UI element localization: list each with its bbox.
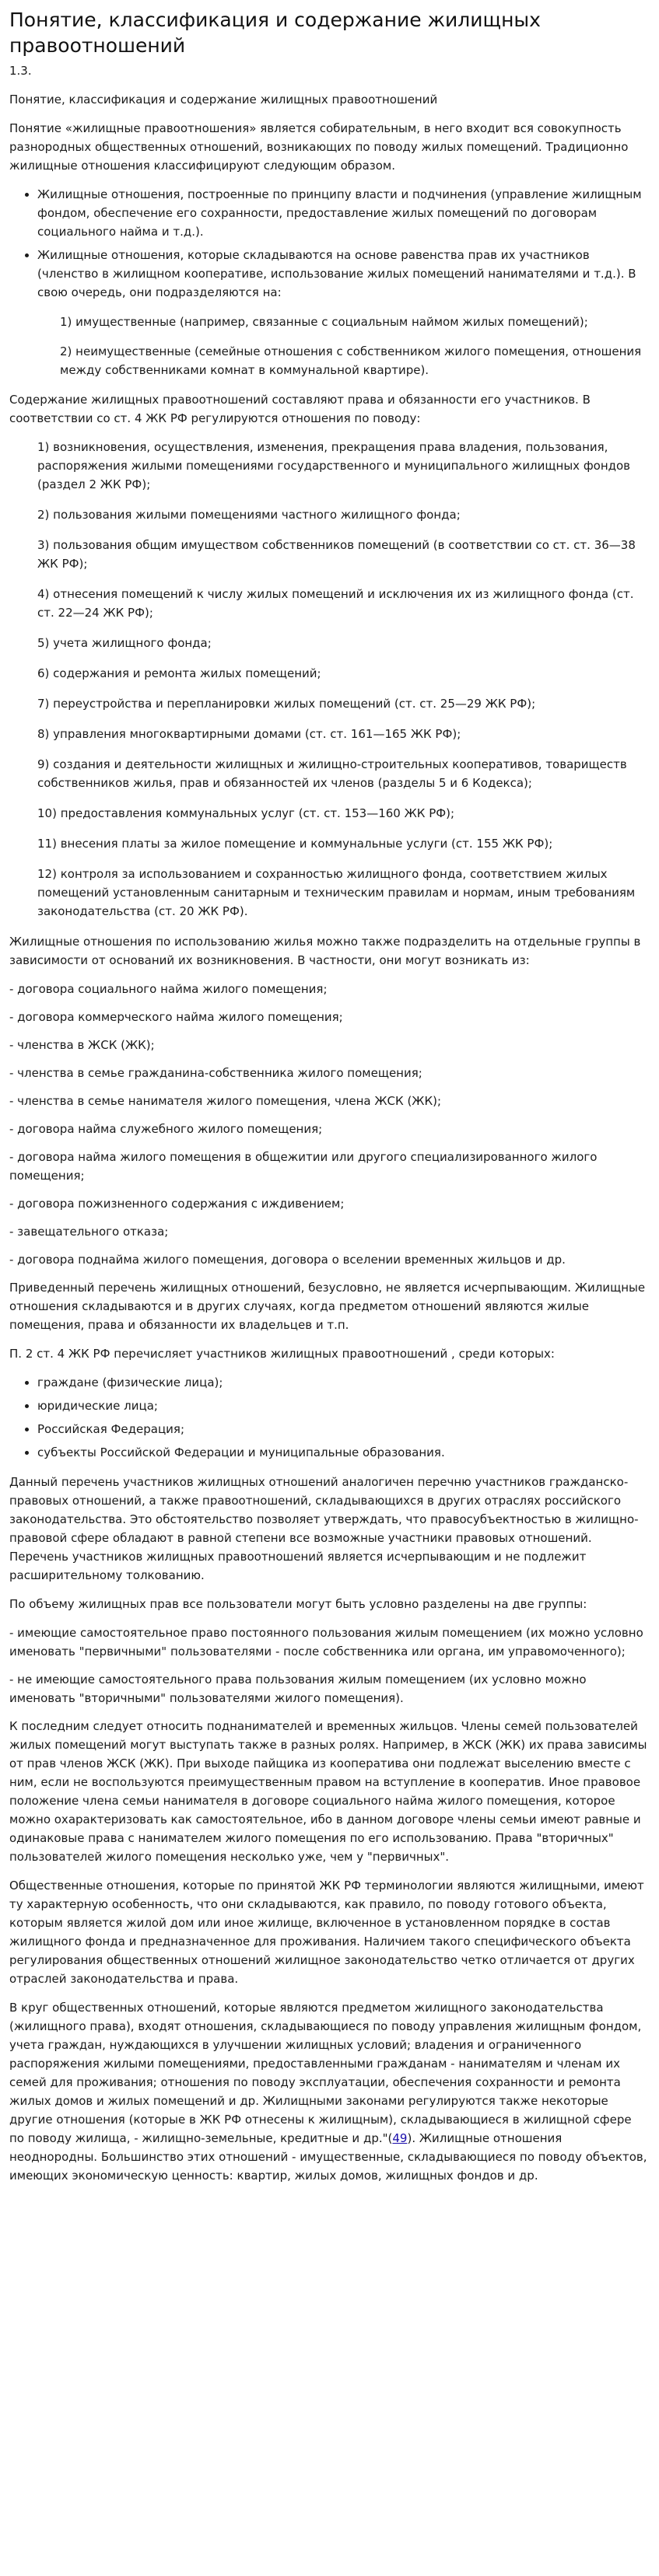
classification-item: • Жилищные отношения, построенные по принципу власти и подчинения (управление жилищным фондом, обеспечение его сохранности, предоставление жилых помещений по договорам социального найма и т.д.). xyxy=(37,185,650,241)
classification-item: • Жилищные отношения, которые складываются на основе равенства прав их участников (членство в жилищном кооперативе, использование жилых помещений нанимателями и т.д.). В свою очередь, они подразделяются на: xyxy=(37,246,650,302)
final-paragraph-end: ). Жилищные отношения неоднородны. Большинство этих отношений - имущественные, складывающиеся по поводу объектов, имеющих экономическую ценность: квартир, жилых домов, жилищных фондов и др. xyxy=(9,2131,647,2183)
content-item: 12) контроля за использованием и сохранностью жилищного фонда, соответствием жилых помещений установленным санитарным и техническим правилам и нормам, иным требованиям законодательства (ст. 20 ЖК РФ). xyxy=(37,867,636,918)
grounds-outro-paragraph: Приведенный перечень жилищных отношений, безусловно, не является исчерпывающим. Жилищные отношения складываются и в других случаях, когда предметом отношений являются жилые помещения, права и обязанности их владельцев и т.п. xyxy=(9,1281,646,1332)
sub-type-item: 2) неимущественные (семейные отношения с собственником жилого помещения, отношения между собственниками комнат в коммунальной квартире). xyxy=(60,344,642,377)
user-group-item: - имеющие самостоятельное право постоянного пользования жилым помещением (их можно условно именовать "первичными" пользователями - после собственника или органа, им управомоченного); xyxy=(9,1626,643,1658)
content-item: 4) отнесения помещений к числу жилых помещений и исключения их из жилищного фонда (ст. ст. 22—24 ЖК РФ); xyxy=(37,587,634,620)
ground-item: - договора пожизненного содержания с иждивением; xyxy=(9,1197,345,1211)
participant-item: • граждане (физические лица); xyxy=(37,1373,650,1392)
users-outro-paragraph: К последним следует относить поднанимателей и временных жильцов. Члены семей пользователей жилых помещений могут выступать также в разных ролях. Например, в ЖСК (ЖК) их права зависимы от прав членов ЖСК (ЖК). При выходе пайщика из кооператива они подлежат выселению вместе с ним, если не воспользуются преимущественным правом на вступление в кооператив. Иное правовое положение члена семьи нанимателя в договоре социального найма жилого помещения, которое можно охарактеризовать как самостоятельное, ибо в данном договоре члены семьи имеют равные и одинаковые права с нанимателем жилого помещения по его использованию. Права "вторичных" пользователей жилого помещения несколько уже, чем у "первичных". xyxy=(9,1719,647,1864)
content-item: 3) пользования общим имуществом собственников помещений (в соответствии со ст. ст. 36—38 ЖК РФ); xyxy=(37,538,636,571)
section-number: 1.3. xyxy=(9,64,32,78)
participants-intro-paragraph: П. 2 ст. 4 ЖК РФ перечисляет участников жилищных правоотношений , среди которых: xyxy=(9,1347,555,1361)
final-paragraph-start: В круг общественных отношений, которые являются предметом жилищного законодательства (жилищного права), входят отношения, складывающиеся по поводу управления жилищным фондом, учета граждан, нуждающихся в улучшении жилищных условий; владения и ограниченного распоряжения жилыми помещениями, предоставленными гражданам - нанимателям и членам их семей для проживания; отношения по поводу эксплуатации, обеспечения сохранности и ремонта жилых домов и жилых помещений и др. Жилищными законами регулируются также некоторые другие отношения (которые в ЖК РФ отнесены к жилищным), складывающиеся в жилищной сфере по поводу жилища, - жилищно-земельные, кредитные и др."( xyxy=(9,2001,642,2145)
content-item: 9) создания и деятельности жилищных и жилищно-строительных кооперативов, товариществ собственников жилья, прав и обязанностей их членов (разделы 5 и 6 Кодекса); xyxy=(37,757,627,790)
intro-paragraph: Понятие «жилищные правоотношения» является собирательным, в него входит вся совокупность разнородных общественных отношений, возникающих по поводу жилых помещений. Традиционно жилищные отношения классифицируют следующим образом. xyxy=(9,121,629,173)
ground-item: - договора коммерческого найма жилого помещения; xyxy=(9,1010,343,1024)
participants-outro-paragraph: Данный перечень участников жилищных отношений аналогичен перечню участников гражданско-правовых отношений, а также правоотношений, складывающихся в других отраслях российского законодательства. Это обстоятельство позволяет утверждать, что правосубъектностью в жилищно-правовой сфере обладают в равной степени все возможные участники правовых отношений. Перечень участников жилищных правоотношений является исчерпывающим и не подлежит расширительному толкованию. xyxy=(9,1475,639,1582)
content-intro-paragraph: Содержание жилищных правоотношений составляют права и обязанности его участников. В соответствии со ст. 4 ЖК РФ регулируются отношения по поводу: xyxy=(9,393,591,425)
content-item: 8) управления многоквартирными домами (ст. ст. 161—165 ЖК РФ); xyxy=(37,727,461,741)
ground-item: - завещательного отказа; xyxy=(9,1225,169,1239)
ground-item: - членства в семье нанимателя жилого помещения, члена ЖСК (ЖК); xyxy=(9,1094,442,1108)
content-item: 11) внесения платы за жилое помещение и коммунальные услуги (ст. 155 ЖК РФ); xyxy=(37,837,553,851)
ground-item: - договора поднайма жилого помещения, договора о вселении временных жильцов и др. xyxy=(9,1253,566,1267)
ground-item: - договора социального найма жилого помещения; xyxy=(9,982,328,996)
final-paragraph xyxy=(9,1998,650,2185)
page-title: Понятие, классификация и содержание жилищных правоотношений xyxy=(9,9,541,57)
grounds-intro-paragraph: Жилищные отношения по использованию жилья можно также подразделить на отдельные группы в зависимости от оснований их возникновения. В частности, они могут возникать из: xyxy=(9,935,641,967)
ground-item: - договора найма служебного жилого помещения; xyxy=(9,1122,323,1136)
ground-item: - членства в семье гражданина-собственника жилого помещения; xyxy=(9,1066,422,1080)
users-intro-paragraph: По объему жилищных прав все пользователи могут быть условно разделены на две группы: xyxy=(9,1597,587,1611)
object-paragraph: Общественные отношения, которые по принятой ЖК РФ терминологии являются жилищными, имеют ту характерную особенность, что они складываются, как правило, по поводу готового объекта, которым является жилой дом или иное жилище, включенное в установленном порядке в состав жилищного фонда и предназначенное для проживания. Наличием такого специфического объекта регулирования общественных отношений жилищное законодательство четко отличается от других отраслей законодательства и права. xyxy=(9,1879,644,1986)
content-item: 6) содержания и ремонта жилых помещений; xyxy=(37,666,321,680)
participants-list xyxy=(9,1373,650,1462)
users-list xyxy=(9,1624,650,1707)
grounds-list xyxy=(9,980,650,1269)
user-group-item: - не имеющие самостоятельного права пользования жилым помещением (их условно можно именовать "вторичными" пользователями жилого помещения). xyxy=(9,1672,587,1705)
participant-item: • субъекты Российской Федерации и муниципальные образования. xyxy=(37,1443,650,1462)
section-subtitle: Понятие, классификация и содержание жилищных правоотношений xyxy=(9,93,438,107)
content-item: 2) пользования жилыми помещениями частного жилищного фонда; xyxy=(37,508,461,522)
participant-item: • Российская Федерация; xyxy=(37,1420,650,1438)
classification-list xyxy=(9,185,650,302)
content-item: 1) возникновения, осуществления, изменения, прекращения права владения, пользования, распоряжения жилыми помещениями государственного и муниципального жилищных фондов (раздел 2 ЖК РФ); xyxy=(37,440,631,491)
footnote-link[interactable]: 49 xyxy=(392,2131,408,2145)
content-item: 5) учета жилищного фонда; xyxy=(37,636,212,650)
content-items-list xyxy=(9,438,650,921)
ground-item: - членства в ЖСК (ЖК); xyxy=(9,1038,155,1052)
content-item: 7) переустройства и перепланировки жилых помещений (ст. ст. 25—29 ЖК РФ); xyxy=(37,697,536,711)
sub-types-list xyxy=(9,313,650,379)
ground-item: - договора найма жилого помещения в общежитии или другого специализированного жилого помещения; xyxy=(9,1150,598,1183)
content-item: 10) предоставления коммунальных услуг (ст. ст. 153—160 ЖК РФ); xyxy=(37,806,455,820)
sub-type-item: 1) имущественные (например, связанные с социальным наймом жилых помещений); xyxy=(60,315,588,329)
participant-item: • юридические лица; xyxy=(37,1396,650,1415)
